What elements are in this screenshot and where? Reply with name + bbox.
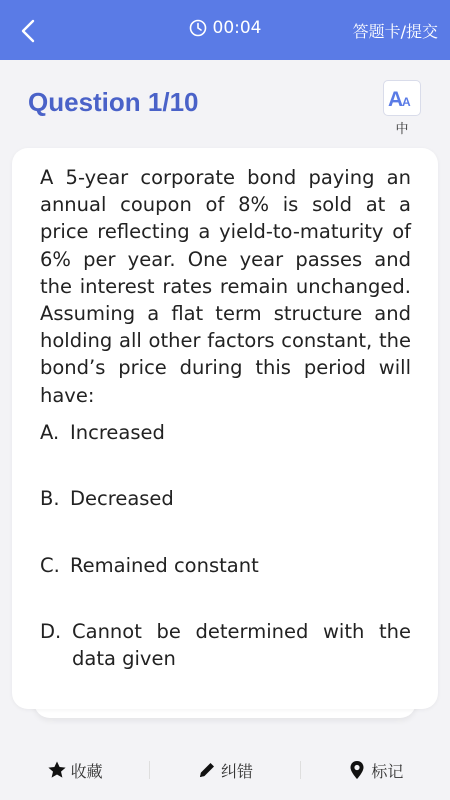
report-error-button[interactable] (150, 755, 299, 785)
mark-label: 标记 (371, 761, 404, 781)
option-c[interactable] (40, 552, 411, 579)
favorite-label: 收藏 (70, 761, 103, 781)
clock-icon (189, 19, 207, 37)
star-icon (47, 760, 67, 780)
option-text: Remained constant (70, 554, 259, 577)
option-b[interactable] (40, 485, 411, 512)
svg-text:A: A (402, 95, 411, 109)
bottom-toolbar (0, 740, 450, 800)
font-size-toggle-button[interactable] (383, 80, 421, 116)
font-size-label: 中 (395, 122, 409, 137)
favorite-button[interactable] (0, 755, 149, 785)
option-text: Increased (70, 421, 165, 444)
mark-button[interactable] (301, 755, 450, 785)
question-stem: A 5-year corporate bond paying an annual coupon of 8% is sold at a price reflecting a yield-to-maturity of 6% per year. One year passes and the interest rates remain unchanged. Assuming a flat term structure and holding all other factors constant, the bond’s price during this period will have: (40, 166, 411, 407)
svg-text:A: A (388, 88, 404, 110)
option-letter: C. (40, 554, 60, 577)
pencil-icon (197, 760, 217, 780)
question-title: Question 1/10 (28, 87, 199, 117)
option-letter: D. (40, 620, 62, 643)
option-letter: B. (40, 487, 60, 510)
option-text: Decreased (70, 487, 174, 510)
location-pin-icon (347, 760, 367, 780)
option-a[interactable] (40, 419, 411, 446)
font-size-icon (387, 86, 417, 110)
timer-value: 00:04 (212, 18, 262, 38)
top-bar (0, 0, 450, 60)
answer-sheet-submit-button[interactable]: 答题卡/提交 (352, 22, 438, 41)
report-error-label: 纠错 (220, 761, 253, 781)
option-d[interactable] (40, 618, 411, 672)
option-letter: A. (40, 421, 60, 444)
option-text: Cannot be determined with the data given (72, 620, 411, 671)
question-card (12, 148, 438, 709)
